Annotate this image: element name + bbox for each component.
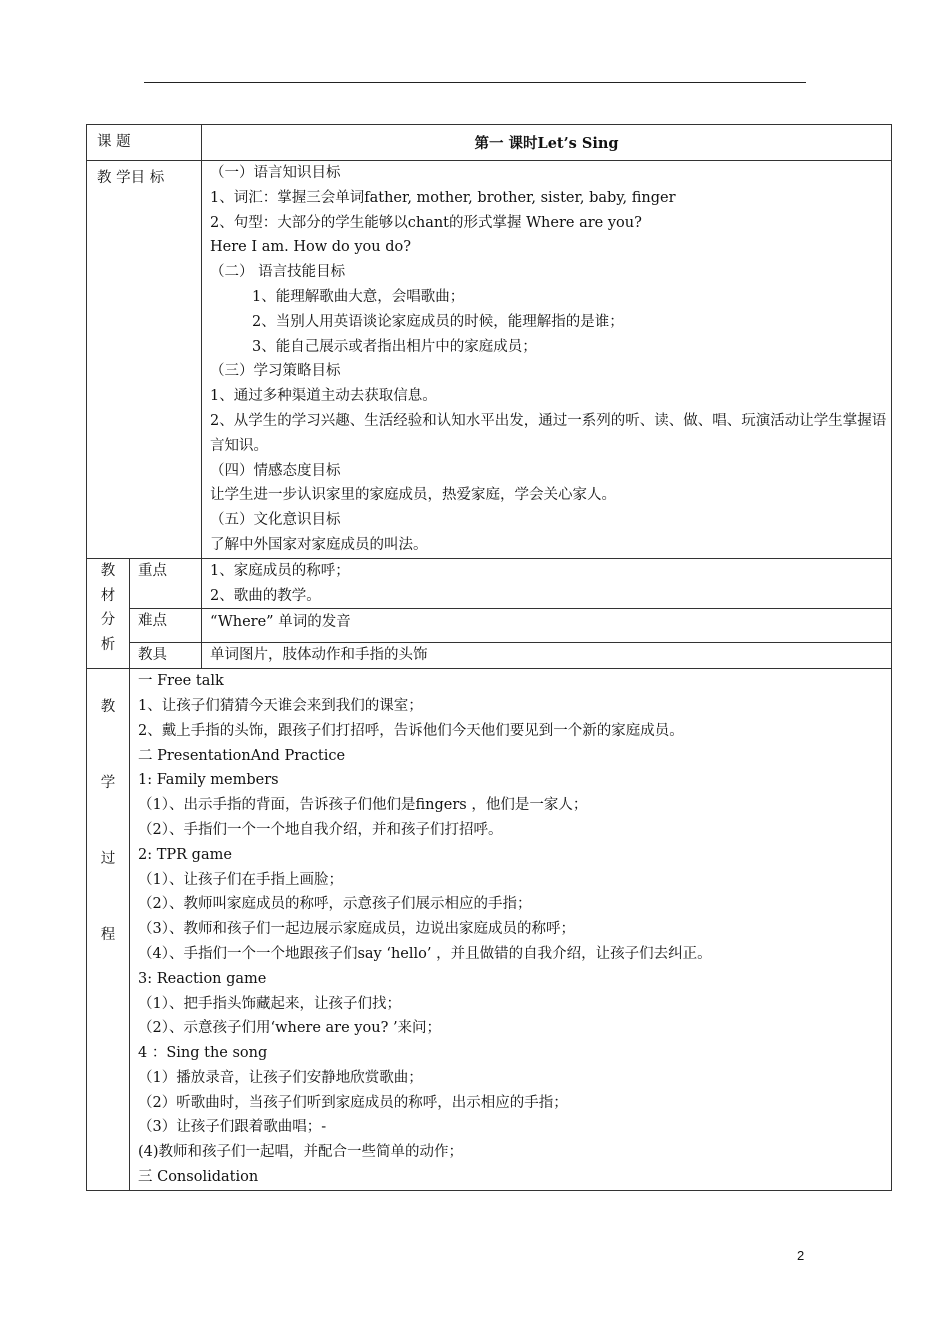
process-line: （3）、教师和孩子们一起边展示家庭成员，边说出家庭成员的称呼； [138,921,575,938]
key-points-label-cell [130,558,202,609]
process-line: 二 PresentationAnd Practice [138,747,346,764]
key-point-line: 1、家庭成员的称呼； [210,562,350,579]
lesson-title: 第一 课时Let’s Sing [202,125,892,161]
key-points-label: 重点 [138,562,167,579]
difficulty-label-cell [130,609,202,643]
objective-line: 让学生进一步认识家里的家庭成员，热爱家庭，学会关心家人。 [210,487,617,504]
materials-content [202,643,892,669]
course-label: 课 题 [97,134,131,150]
process-line: （2）、教师叫家庭成员的称呼，示意孩子们展示相应的手指； [138,896,532,913]
objective-line: 1、能理解歌曲大意，会唱歌曲； [252,288,465,305]
process-content [130,669,892,1191]
process-row [87,669,892,1191]
process-line: （3）让孩子们跟着歌曲唱；- [138,1119,327,1136]
difficulty-row [87,609,892,643]
materials-label-cell [130,643,202,669]
process-line: 2、戴上手指的头饰，跟孩子们打招呼，告诉他们今天他们要见到一个新的家庭成员。 [138,722,684,739]
materials-text: 单词图片，肢体动作和手指的头饰 [210,647,428,664]
objective-line: （三）学习策略目标 [210,363,341,380]
objective-line: 3、能自己展示或者指出相片中的家庭成员； [252,338,537,355]
title-row [87,125,892,161]
objective-line: （二） 语言技能目标 [210,264,346,281]
process-line: （1）、让孩子们在手指上画脸； [138,871,343,888]
process-line: 4 ：Sing the song [138,1045,268,1062]
objectives-row [87,161,892,559]
difficulty-content [202,609,892,643]
process-line: （4）、手指们一个一个地跟孩子们say ‘hello’ ，并且做错的自我介绍，让孩子们去纠正。 [138,945,712,962]
page-number: 2 [797,1248,805,1263]
objective-line: 2、从学生的学习兴趣、生活经验和认知水平出发，通过一系列的听、读、做、唱、玩演活动让学生掌握语言知识。 [210,412,887,454]
objective-line: 2、句型：大部分的学生能够以chant的形式掌握 Where are you? [210,214,642,231]
difficulty-text: “Where” 单词的发音 [210,614,351,631]
materials-row [87,643,892,669]
process-line: （2）、示意孩子们用‘where are you? ’来问； [138,1020,442,1037]
key-points-row [87,558,892,609]
objective-line: 1、词汇：掌握三会单词father, mother, brother, sister, baby, finger [210,189,676,206]
process-line: （1）、把手指头饰藏起来，让孩子们找； [138,995,401,1012]
objective-line: 了解中外国家对家庭成员的叫法。 [210,536,428,553]
header-rule [144,82,806,83]
objective-line: （一）语言知识目标 [210,165,341,181]
objective-line: 2、当别人用英语谈论家庭成员的时候，能理解指的是谁； [252,313,624,330]
key-points-content [202,558,892,609]
process-line: 一 Free talk [138,673,224,690]
process-line: （2）、手指们一个一个地自我介绍，并和孩子们打招呼。 [138,821,503,838]
objective-line: （五）文化意识目标 [210,512,341,529]
analysis-label: 教 材 分 析 [87,558,130,668]
process-line: （1）、出示手指的背面，告诉孩子们他们是fingers ，他们是一家人； [138,797,588,814]
process-line: （2）听歌曲时，当孩子们听到家庭成员的称呼，出示相应的手指； [138,1094,568,1111]
objective-line: （四）情感态度目标 [210,462,341,479]
course-label-cell [87,125,202,161]
objectives-content [202,161,892,559]
difficulty-label: 难点 [138,613,167,630]
key-point-line: 2、歌曲的教学。 [210,587,321,604]
objectives-label: 教 学目 标 [97,170,165,186]
process-line: 3: Reaction game [138,970,267,987]
process-line: 2: TPR game [138,846,232,863]
process-line: 三 Consolidation [138,1169,259,1186]
process-line: 1、让孩子们猜猜今天谁会来到我们的课室； [138,697,423,714]
process-line: (4)教师和孩子们一起唱，并配合一些简单的动作； [138,1144,464,1161]
process-line: （1）播放录音，让孩子们安静地欣赏歌曲； [138,1069,423,1086]
process-line: 1: Family members [138,772,279,789]
process-label: 教 学 过 程 [87,669,130,1191]
materials-label: 教具 [138,647,167,664]
lesson-plan-table [86,124,892,1191]
objective-line: 1、通过多种渠道主动去获取信息。 [210,388,437,405]
objectives-label-cell [87,161,202,559]
objective-line: Here I am. How do you do? [210,239,411,256]
